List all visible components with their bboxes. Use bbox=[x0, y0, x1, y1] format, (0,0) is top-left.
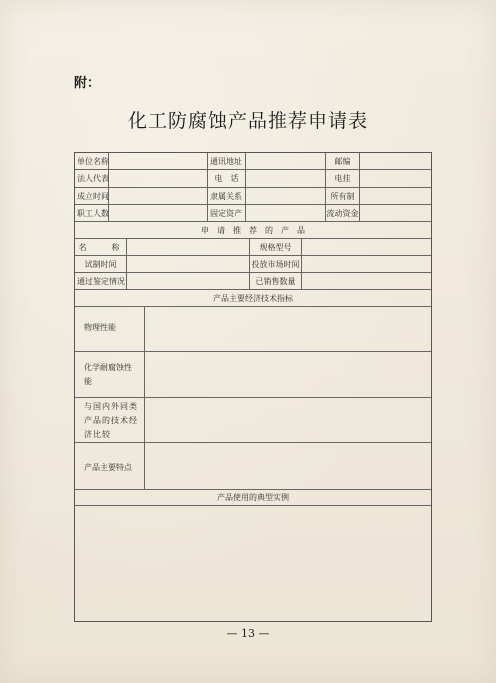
form-title: 化工防腐蚀产品推荐申请表 bbox=[127, 110, 368, 132]
label-employees: 职工人数 bbox=[75, 205, 109, 221]
attachment-label: 附： bbox=[74, 76, 101, 91]
label-fixed-assets: 固定资产 bbox=[208, 205, 246, 221]
field-founded[interactable] bbox=[109, 188, 208, 204]
label-working-capital: 流动资金 bbox=[326, 205, 360, 221]
field-phone[interactable] bbox=[246, 170, 326, 187]
label-affiliation: 隶属关系 bbox=[208, 188, 246, 204]
field-unit-name[interactable] bbox=[109, 153, 208, 169]
field-appraisal[interactable] bbox=[127, 273, 250, 289]
application-form bbox=[74, 152, 432, 622]
tech-row-chemical bbox=[75, 352, 431, 398]
field-sold-qty[interactable] bbox=[302, 273, 431, 289]
label-postcode: 邮编 bbox=[326, 153, 360, 169]
field-product-name[interactable] bbox=[127, 239, 250, 255]
label-phone: 电 话 bbox=[208, 170, 246, 187]
field-fixed-assets[interactable] bbox=[246, 205, 326, 221]
field-physical[interactable] bbox=[145, 307, 431, 351]
label-sold-qty: 已销售数量 bbox=[250, 273, 302, 289]
product-row-name bbox=[75, 239, 431, 256]
section-recommended-product: 申 请 推 荐 的 产 品 bbox=[75, 222, 431, 239]
label-trial-date: 试制时间 bbox=[75, 256, 127, 272]
field-address[interactable] bbox=[246, 153, 326, 169]
field-comparison[interactable] bbox=[145, 398, 431, 442]
tech-row-features bbox=[75, 443, 431, 490]
info-row-founded bbox=[75, 188, 431, 205]
tech-row-comparison bbox=[75, 398, 431, 443]
label-cable: 电挂 bbox=[326, 170, 360, 187]
product-row-trial bbox=[75, 256, 431, 273]
field-postcode[interactable] bbox=[360, 153, 431, 169]
field-market-date[interactable] bbox=[302, 256, 431, 272]
info-row-unit-name bbox=[75, 153, 431, 170]
product-row-appraisal bbox=[75, 273, 431, 290]
field-employees[interactable] bbox=[109, 205, 208, 221]
info-row-legal-rep bbox=[75, 170, 431, 188]
label-chemical: 化学耐腐蚀性能 bbox=[75, 352, 145, 397]
field-legal-rep[interactable] bbox=[109, 170, 208, 187]
label-features: 产品主要特点 bbox=[75, 443, 145, 489]
field-cable[interactable] bbox=[360, 170, 431, 187]
label-unit-name: 单位名称 bbox=[75, 153, 109, 169]
label-legal-rep: 法人代表 bbox=[75, 170, 109, 187]
label-comparison: 与国内外同类产品的技术经济比较 bbox=[75, 398, 145, 442]
field-features[interactable] bbox=[145, 443, 431, 489]
page-number: — 13 — bbox=[226, 627, 270, 640]
section-tech-indicators: 产品主要经济技术指标 bbox=[75, 290, 431, 307]
field-affiliation[interactable] bbox=[246, 188, 326, 204]
field-spec-model[interactable] bbox=[302, 239, 431, 255]
info-row-employees bbox=[75, 205, 431, 222]
label-spec-model: 规格型号 bbox=[250, 239, 302, 255]
section-usage-examples: 产品使用的典型实例 bbox=[75, 490, 431, 506]
label-physical: 物理性能 bbox=[75, 307, 145, 351]
label-appraisal: 通过鉴定情况 bbox=[75, 273, 127, 289]
label-founded: 成立时间 bbox=[75, 188, 109, 204]
field-trial-date[interactable] bbox=[127, 256, 250, 272]
field-chemical[interactable] bbox=[145, 352, 431, 397]
field-working-capital[interactable] bbox=[360, 205, 431, 221]
label-market-date: 投放市场时间 bbox=[250, 256, 302, 272]
label-product-name: 名 称 bbox=[75, 239, 127, 255]
tech-row-physical bbox=[75, 307, 431, 352]
field-ownership[interactable] bbox=[360, 188, 431, 204]
label-ownership: 所有制 bbox=[326, 188, 360, 204]
field-usage-examples[interactable] bbox=[75, 506, 431, 621]
label-address: 通讯地址 bbox=[208, 153, 246, 169]
